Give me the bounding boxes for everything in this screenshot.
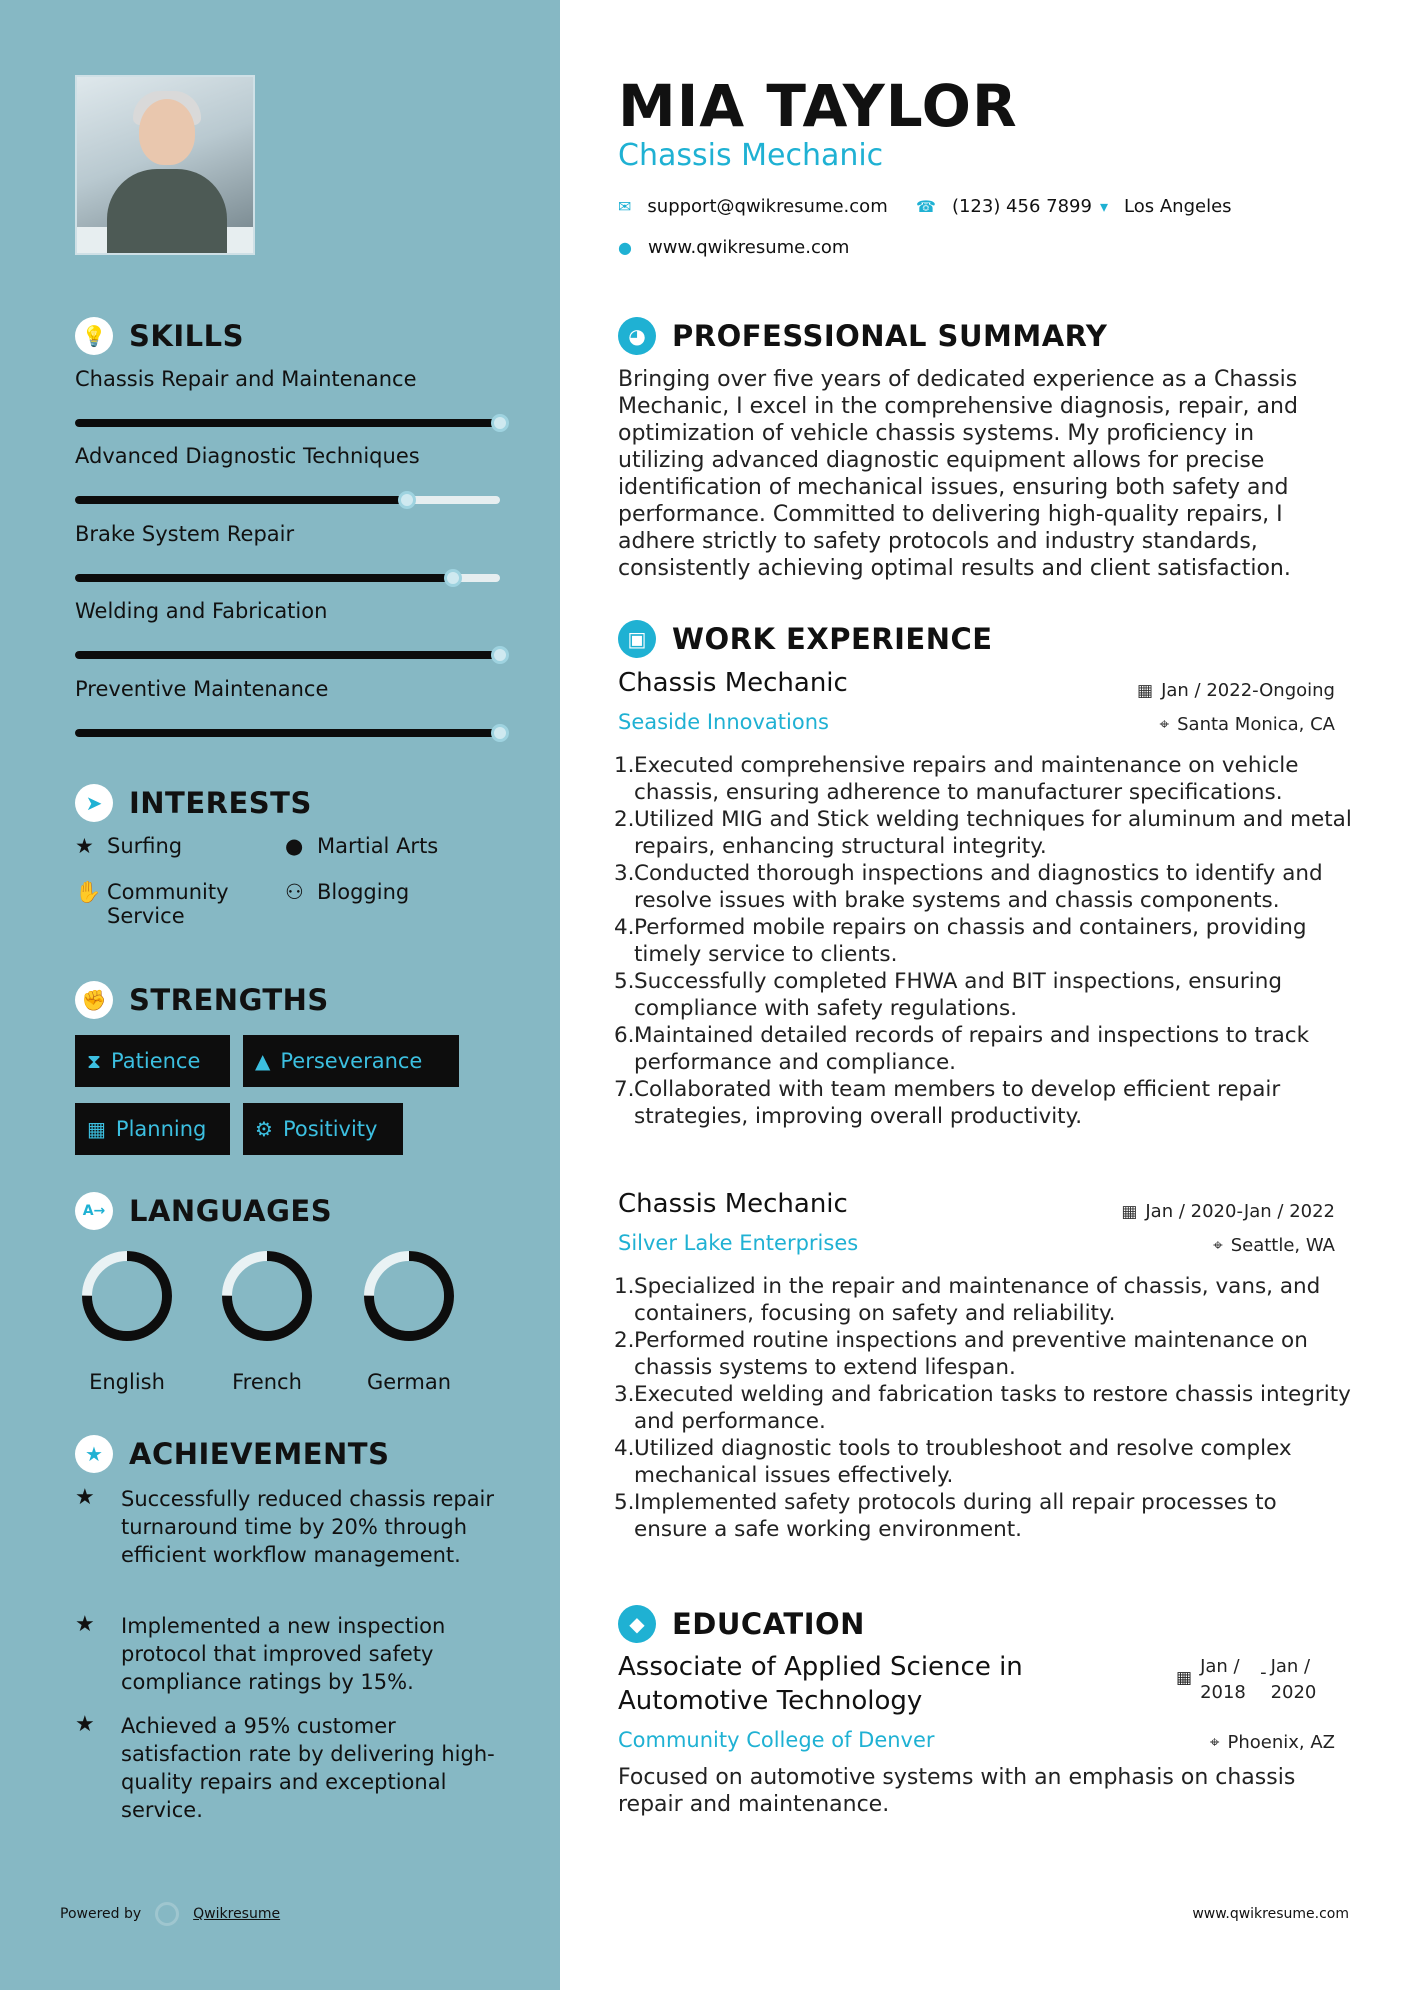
calendar-icon: ▦	[1121, 1201, 1138, 1222]
globe-icon: ●	[618, 238, 632, 257]
job-title: Chassis Mechanic	[618, 668, 848, 698]
job-dates: ▦ Jan / 2020-Jan / 2022	[1121, 1201, 1335, 1222]
education-location: ⌖ Phoenix, AZ	[1209, 1732, 1335, 1753]
calendar-icon: ▦	[1137, 680, 1154, 701]
bullet-item: 5. Implemented safety protocols during all repair processes to ensure a safe working environment.	[614, 1490, 1277, 1542]
contact-location: ▾ Los Angeles	[1100, 196, 1232, 217]
summary-heading: ◕ PROFESSIONAL SUMMARY	[618, 317, 1107, 355]
bullet-item: 3. Executed welding and fabrication tasks to restore chassis integrity and performance.	[614, 1382, 1351, 1434]
skill-bar-handle	[491, 646, 509, 664]
skill-bar-handle	[444, 569, 462, 587]
language-item: French	[202, 1248, 332, 1394]
job-dates: ▦ Jan / 2022-Ongoing	[1137, 680, 1335, 701]
skill-bar-fill	[75, 496, 407, 504]
star-icon: ★	[75, 1612, 95, 1637]
skill-bar-handle	[398, 491, 416, 509]
bullet-item: 3. Conducted thorough inspections and diagnostics to identify and resolve issues with brake systems and chassis components.	[614, 861, 1323, 913]
envelope-icon: ✉	[618, 197, 632, 216]
job-company: Silver Lake Enterprises	[618, 1231, 859, 1255]
skill-name: Welding and Fabrication	[75, 599, 328, 623]
skill-bar-handle	[491, 414, 509, 432]
skill-item	[75, 522, 515, 546]
achievement-item: ★ Implemented a new inspection protocol that improved safety compliance ratings by 15%.	[75, 1612, 446, 1694]
skill-item	[75, 367, 515, 391]
job-bullets	[614, 1273, 1354, 1543]
user-icon: ◕	[618, 317, 656, 355]
skill-item	[75, 444, 515, 468]
map-pin-icon: ▾	[1100, 197, 1109, 216]
strength-badge: ⧗ Patience	[75, 1035, 230, 1087]
star-icon: ★	[75, 1712, 95, 1737]
achievement-item: ★ Achieved a 95% customer satisfaction rate by delivering high-quality repairs and exceptional service.	[75, 1712, 495, 1822]
skill-bar-fill	[75, 574, 453, 582]
strengths-heading: ✊ STRENGTHS	[75, 981, 329, 1019]
footer-powered-by: Powered by Qwikresume	[60, 1902, 280, 1926]
interest-item: ⚇ Blogging	[285, 880, 410, 904]
interests-heading: ➤ INTERESTS	[75, 784, 312, 822]
bullet-item: 1. Specialized in the repair and maintenance of chassis, vans, and containers, focusing on safety and reliability.	[614, 1274, 1321, 1326]
fist-icon: ✊	[75, 981, 113, 1019]
bullet-item: 2. Utilized MIG and Stick welding techniques for aluminum and metal repairs, enhancing structural integrity.	[614, 807, 1352, 859]
calendar-icon: ▦	[87, 1117, 106, 1141]
job-title: Chassis Mechanic	[618, 1189, 848, 1219]
briefcase-icon: ▣	[618, 620, 656, 658]
skills-heading: 💡 SKILLS	[75, 317, 244, 355]
skill-bar	[75, 729, 500, 737]
interest-item: ✋ Community Service	[75, 880, 229, 928]
strength-badge: ⚙ Positivity	[243, 1103, 403, 1155]
language-item: English	[62, 1248, 192, 1394]
job-bullets	[614, 752, 1354, 1130]
paper-plane-icon: ➤	[75, 784, 113, 822]
mountain-icon: ▲	[255, 1049, 271, 1073]
main-content	[560, 0, 1407, 1990]
star-icon: ★	[75, 834, 94, 858]
languages-heading: A→ LANGUAGES	[75, 1192, 332, 1230]
skill-item	[75, 599, 515, 623]
bullet-item: 5. Successfully completed FHWA and BIT inspections, ensuring compliance with safety regulations.	[614, 969, 1282, 1021]
calendar-icon: ▦	[1176, 1668, 1193, 1688]
achievements-heading: ★ ACHIEVEMENTS	[75, 1435, 389, 1473]
bullet-item: 2. Performed routine inspections and preventive maintenance on chassis systems to extend lifespan.	[614, 1328, 1308, 1380]
qwikresume-link[interactable]: Qwikresume	[193, 1906, 281, 1922]
skill-bar	[75, 574, 500, 582]
skill-bar	[75, 419, 500, 427]
bullet-item: 1. Executed comprehensive repairs and maintenance on vehicle chassis, ensuring adherence to manufacturer specifications.	[614, 753, 1299, 805]
language-item: German	[344, 1248, 474, 1394]
candidate-name: MIA TAYLOR	[618, 72, 1018, 140]
education-heading: ◆ EDUCATION	[618, 1605, 865, 1643]
contact-email[interactable]: ✉ support@qwikresume.com	[618, 196, 888, 217]
language-ring	[79, 1248, 175, 1344]
skill-bar-fill	[75, 729, 500, 737]
skill-name: Chassis Repair and Maintenance	[75, 367, 417, 391]
pin-icon: ⌖	[1213, 1235, 1223, 1256]
skill-bar-fill	[75, 651, 500, 659]
degree-title: Associate of Applied Science in Automotive Technology	[618, 1652, 1023, 1716]
phone-icon: ☎	[916, 197, 936, 216]
star-badge-icon: ★	[75, 1435, 113, 1473]
pin-icon: ⌖	[1159, 714, 1170, 735]
contact-website[interactable]: ● www.qwikresume.com	[618, 237, 850, 258]
interest-item: ● Martial Arts	[285, 834, 439, 858]
language-ring	[361, 1248, 457, 1344]
job-location: ⌖ Seattle, WA	[1213, 1235, 1335, 1256]
skill-bar-handle	[491, 724, 509, 742]
globe-icon: ●	[285, 834, 304, 858]
strength-badge: ▲ Perseverance	[243, 1035, 459, 1087]
footer-website[interactable]: www.qwikresume.com	[1192, 1906, 1349, 1922]
graduation-cap-icon: ◆	[618, 1605, 656, 1643]
skill-name: Brake System Repair	[75, 522, 295, 546]
experience-heading: ▣ WORK EXPERIENCE	[618, 620, 993, 658]
interest-item: ★ Surfing	[75, 834, 183, 858]
bullet-item: 4. Utilized diagnostic tools to troubleshoot and resolve complex mechanical issues effectively.	[614, 1436, 1292, 1488]
hourglass-icon: ⧗	[87, 1049, 102, 1073]
job-company: Seaside Innovations	[618, 710, 829, 734]
bullet-item: 6. Maintained detailed records of repairs and inspections to track performance and compliance.	[614, 1023, 1310, 1075]
profile-photo	[75, 75, 255, 255]
skill-item	[75, 677, 515, 701]
achievement-item: ★ Successfully reduced chassis repair turnaround time by 20% through efficient workflow management.	[75, 1485, 495, 1567]
summary-text: Bringing over five years of dedicated experience as a Chassis Mechanic, I excel in the comprehensive diagnosis, repair, and optimization of vehicle chassis systems. My proficiency in utilizing advanced diagnostic equipment allows for precise identification of mechanical issues, ensuring both safety and performance. Committed to delivering high-quality repairs, I adhere strictly to safety protocols and industry standards, consistently achieving optimal results and client satisfaction.	[618, 367, 1298, 581]
skill-bar-fill	[75, 419, 500, 427]
qwikresume-logo-icon	[155, 1902, 179, 1926]
skill-bar	[75, 651, 500, 659]
skill-name: Advanced Diagnostic Techniques	[75, 444, 420, 468]
skill-bar	[75, 496, 500, 504]
education-dates: ▦ Jan / 2018 - Jan / 2020	[1176, 1656, 1317, 1703]
language-ring	[219, 1248, 315, 1344]
school-name: Community College of Denver	[618, 1728, 935, 1752]
candidate-title: Chassis Mechanic	[618, 138, 884, 173]
lightbulb-icon: 💡	[75, 317, 113, 355]
skill-name: Preventive Maintenance	[75, 677, 329, 701]
education-description: Focused on automotive systems with an emphasis on chassis repair and maintenance.	[618, 1765, 1296, 1817]
star-icon: ★	[75, 1485, 95, 1510]
gear-icon: ⚙	[255, 1117, 273, 1141]
job-location: ⌖ Santa Monica, CA	[1159, 714, 1335, 735]
bullet-item: 7. Collaborated with team members to develop efficient repair strategies, improving overall productivity.	[614, 1077, 1281, 1129]
contact-phone[interactable]: ☎ (123) 456 7899	[916, 196, 1092, 217]
users-icon: ⚇	[285, 880, 304, 904]
strength-badge: ▦ Planning	[75, 1103, 230, 1155]
translate-icon: A→	[75, 1192, 113, 1230]
hand-icon: ✋	[75, 880, 102, 904]
sidebar	[0, 0, 560, 1990]
bullet-item: 4. Performed mobile repairs on chassis and containers, providing timely service to clients.	[614, 915, 1307, 967]
pin-icon: ⌖	[1209, 1732, 1220, 1753]
